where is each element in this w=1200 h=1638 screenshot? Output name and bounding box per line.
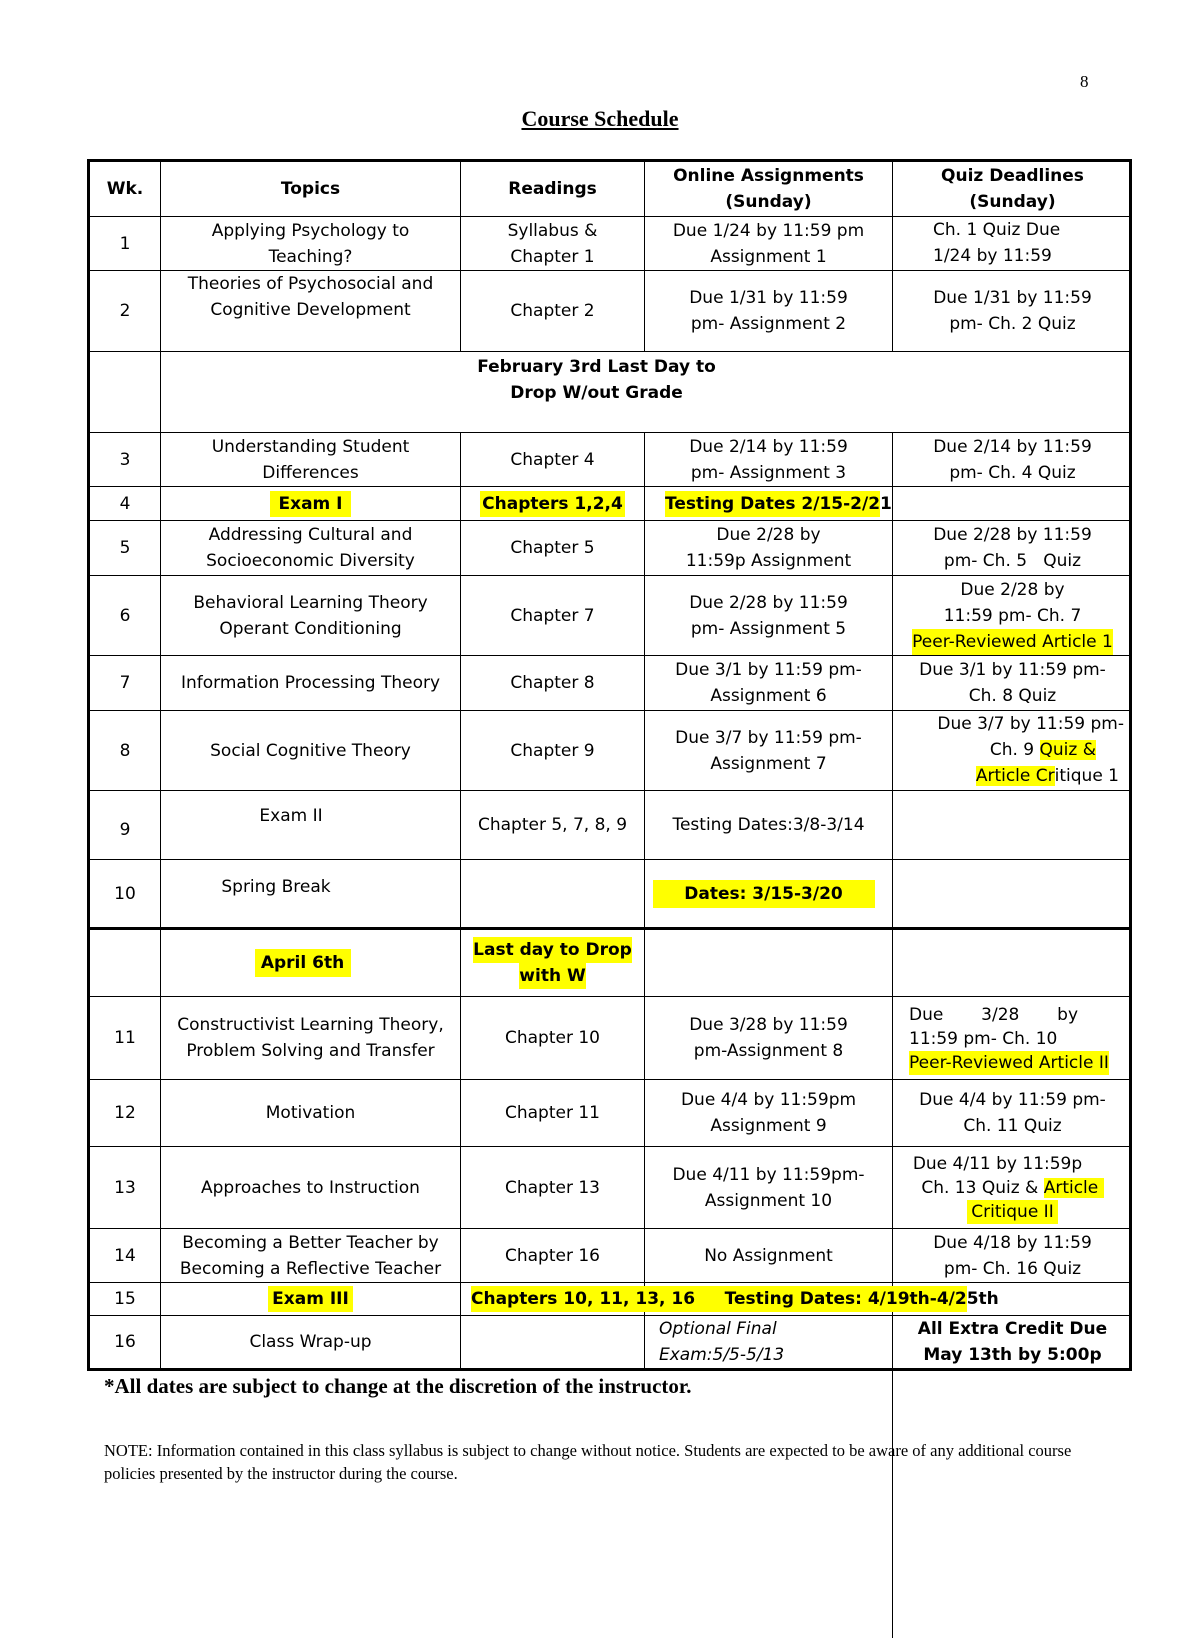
readings-cell (461, 487, 644, 520)
quiz-cell (893, 433, 1132, 486)
week-number: 1 (119, 233, 131, 254)
online-cell (645, 860, 892, 928)
testing-dates-highlight: Testing Dates 2/15-2/2 (665, 491, 880, 517)
online-line: Due 4/11 by 11:59pm- (672, 1164, 865, 1185)
quiz-cell (893, 1080, 1132, 1146)
article-critique-highlight: Article Cr (975, 766, 1055, 786)
topic-cell: Spring Break (221, 877, 331, 897)
topic-cell (161, 487, 460, 520)
online-cell (645, 1147, 892, 1228)
week-number: 2 (119, 301, 131, 321)
online-line: Assignment 6 (710, 686, 827, 706)
quiz-cell (893, 711, 1132, 790)
quiz-line: 11:59 pm- Ch. 10 (909, 1029, 1058, 1049)
online-cell (645, 656, 892, 710)
quiz-line: Ch. 1 Quiz Due (933, 220, 1061, 240)
quiz-cell (893, 1229, 1132, 1282)
topic-line: Constructivist Learning Theory, (177, 1015, 444, 1035)
quiz-cell (893, 217, 1132, 270)
online-line: Due 2/28 by (716, 525, 821, 545)
readings-cell: Chapter 5, 7, 8, 9 (477, 815, 628, 835)
topic-cell: Class Wrap-up (249, 1332, 372, 1352)
online-line: Due 3/7 by 11:59 pm- (675, 727, 862, 748)
quiz-line: Ch. 11 Quiz (963, 1116, 1062, 1136)
week-number: 4 (119, 493, 131, 514)
topic-line: Behavioral Learning Theory (193, 592, 428, 613)
readings-cell: Chapter 16 (504, 1245, 600, 1266)
quiz-line: Due 2/28 by (960, 579, 1065, 600)
online-line: Due 3/1 by 11:59 pm- (675, 660, 862, 680)
readings-cell: Chapter 2 (510, 301, 595, 321)
online-line: Assignment 9 (710, 1116, 827, 1136)
header-online-line1: Online Assignments (673, 166, 864, 186)
readings-cell: Chapter 4 (510, 449, 595, 470)
week-number: 16 (114, 1332, 136, 1352)
readings-cell: Chapter 5 (510, 538, 595, 558)
topic-cell (161, 576, 460, 655)
topic-line: Understanding Student (211, 436, 410, 457)
online-cell (645, 521, 892, 575)
topic-line: Socioeconomic Diversity (206, 551, 415, 571)
topic-line: Operant Conditioning (219, 618, 402, 639)
quiz-line: May 13th by 5:00p (923, 1345, 1102, 1365)
readings-cell: Chapter 11 (504, 1103, 600, 1123)
week-number: 8 (119, 740, 131, 761)
exam-iii-details (461, 1283, 1061, 1315)
topic-cell: Social Cognitive Theory (210, 740, 411, 761)
week-number: 11 (114, 1028, 136, 1048)
online-line: Assignment 1 (710, 246, 827, 267)
online-line: Due 1/31 by 11:59 (689, 288, 848, 308)
quiz-line (976, 763, 1124, 789)
online-line: Due 1/24 by 11:59 pm (672, 220, 865, 241)
quiz-cell (893, 656, 1132, 710)
readings-cell (461, 930, 644, 996)
exam-label: Exam III (268, 1286, 353, 1312)
week-number: 9 (119, 820, 131, 840)
online-cell (645, 711, 892, 790)
critique-highlight: Critique II (967, 1200, 1057, 1224)
online-line: pm-Assignment 8 (693, 1041, 844, 1061)
quiz-line: Due 2/14 by 11:59 (933, 436, 1092, 457)
drop-line: February 3rd Last Day to (477, 357, 716, 377)
quiz-cell (893, 997, 1132, 1079)
week-number: 10 (114, 884, 136, 904)
readings-cell: Chapter 7 (510, 605, 595, 626)
quiz-line: Due 4/4 by 11:59 pm- (919, 1090, 1106, 1110)
testing-dates-tail: 1 (880, 493, 892, 514)
quiz-cell (893, 521, 1132, 575)
topic-line: Teaching? (268, 246, 353, 267)
spring-break-dates-highlight: Dates: 3/15-3/20 (653, 880, 875, 908)
topic-line: Theories of Psychosocial and (187, 274, 434, 294)
topic-cell (161, 433, 460, 486)
readings-line: Syllabus & (507, 220, 598, 241)
quiz-cell (893, 1316, 1132, 1368)
peer-reviewed-article-highlight: Peer-Reviewed Article 1 (912, 629, 1113, 655)
quiz-line: Due 3/28 by (909, 1005, 1079, 1025)
topic-line: Cognitive Development (210, 300, 411, 320)
topic-cell: Information Processing Theory (180, 673, 441, 693)
quiz-cell (893, 271, 1132, 351)
quiz-text: Ch. 9 (989, 740, 1040, 760)
week-number: 14 (114, 1245, 136, 1266)
quiz-line: Due 4/18 by 11:59 (933, 1232, 1092, 1253)
readings-cell: Chapter 8 (510, 673, 595, 693)
week-number: 3 (119, 449, 131, 470)
online-line: Assignment 7 (710, 753, 827, 774)
last-day-highlight: Last day to Drop (473, 937, 632, 963)
online-line: Optional Final (659, 1319, 777, 1339)
page-title: Course Schedule (521, 106, 679, 131)
header-topics: Topics (280, 179, 341, 199)
quiz-line: Ch. 8 Quiz (968, 686, 1057, 706)
drop-line: Drop W/out Grade (510, 383, 683, 403)
quiz-text: Ch. 13 Quiz & (921, 1177, 1044, 1198)
disclaimer: *All dates are subject to change at the discretion of the instructor. (104, 1374, 692, 1398)
exam-iii-highlight: Chapters 10, 11, 13, 16 Testing Dates: 4/19th-4/2 (471, 1286, 967, 1312)
topic-cell (161, 1283, 460, 1315)
topic-line: Becoming a Reflective Teacher (179, 1258, 442, 1279)
header-week: Wk. (106, 179, 144, 199)
online-line: Exam:5/5-5/13 (659, 1345, 785, 1365)
quiz-line: Due 4/11 by 11:59p (912, 1153, 1083, 1174)
topic-cell (161, 271, 460, 351)
topic-cell (161, 521, 460, 575)
header-readings: Readings (508, 179, 597, 199)
header-online-line2: (Sunday) (725, 192, 812, 212)
online-line: pm- Assignment 3 (690, 462, 847, 483)
online-cell (645, 487, 945, 520)
topic-cell: Exam II (259, 806, 323, 826)
note-text: Information contained in this class syllabus is subject to change without notice. Students are expected to be aware of any additional course policies presented by the instructor during the course. (104, 1441, 1072, 1483)
week-number: 12 (114, 1103, 136, 1123)
readings-highlight: Chapters 1,2,4 (480, 491, 625, 517)
topic-cell: Motivation (265, 1103, 356, 1123)
topic-line: Problem Solving and Transfer (186, 1041, 435, 1061)
header-quiz-deadlines (893, 162, 1132, 216)
header-quiz-line2: (Sunday) (969, 192, 1056, 212)
drop-deadline-notice (161, 352, 1032, 432)
quiz-cell (893, 576, 1132, 655)
quiz-cell (893, 1147, 1132, 1228)
quiz-line: Due 2/28 by 11:59 (933, 525, 1092, 545)
exam-label: Exam I (270, 491, 350, 517)
week-number: 15 (114, 1289, 136, 1309)
readings-cell: Chapter 10 (504, 1028, 600, 1048)
week-number: 7 (119, 673, 131, 693)
note-prefix: NOTE: (104, 1441, 153, 1460)
readings-cell (461, 217, 644, 270)
readings-cell: Chapter 9 (510, 740, 595, 761)
schedule-table (87, 159, 1132, 1371)
quiz-line: 11:59 pm- Ch. 7 (943, 605, 1082, 626)
topic-line: Differences (262, 462, 359, 483)
article-highlight: Article (1043, 1177, 1104, 1198)
quiz-line: Due 1/31 by 11:59 (933, 288, 1092, 308)
quiz-line: 1/24 by 11:59 (933, 246, 1052, 266)
topic-line: Becoming a Better Teacher by (182, 1232, 439, 1253)
online-line: pm- Assignment 5 (690, 618, 847, 639)
quiz-line: Due 3/7 by 11:59 pm- (937, 714, 1124, 734)
topic-line: Applying Psychology to (211, 220, 410, 241)
header-quiz-line1: Quiz Deadlines (941, 166, 1084, 186)
online-cell (645, 576, 892, 655)
topic-line: Addressing Cultural and (208, 525, 413, 545)
quiz-line: pm- Ch. 4 Quiz (949, 462, 1076, 483)
online-line: pm- Assignment 2 (690, 314, 847, 334)
online-line: Assignment 10 (704, 1190, 833, 1211)
peer-reviewed-article-highlight: Peer-Reviewed Article II (909, 1053, 1109, 1073)
online-cell: No Assignment (704, 1245, 833, 1266)
topic-cell (161, 217, 460, 270)
week-number: 6 (119, 605, 131, 626)
last-day-highlight: with W (519, 963, 585, 989)
topic-cell (161, 930, 460, 996)
quiz-text: itique 1 (1054, 766, 1119, 786)
page-number: 8 (1080, 72, 1089, 91)
online-cell (645, 1080, 892, 1146)
online-cell (645, 271, 892, 351)
topic-cell (161, 1229, 460, 1282)
online-cell (645, 997, 892, 1079)
topic-cell (161, 997, 460, 1079)
exam-iii-tail: 5th (966, 1289, 999, 1309)
quiz-line: pm- Ch. 5 Quiz (943, 551, 1082, 571)
topic-cell: Approaches to Instruction (201, 1177, 420, 1198)
syllabus-note (104, 1439, 1104, 1485)
quiz-line: pm- Ch. 2 Quiz (949, 314, 1076, 334)
online-cell (645, 433, 892, 486)
quiz-line (921, 1176, 1103, 1200)
last-day-date-highlight: April 6th (255, 949, 351, 977)
online-cell: Testing Dates:3/8-3/14 (672, 815, 865, 835)
quiz-line: Due 3/1 by 11:59 pm- (919, 660, 1106, 680)
quiz-line: pm- Ch. 16 Quiz (943, 1258, 1082, 1279)
quiz-highlight: Quiz & (1039, 740, 1096, 760)
readings-line: Chapter 1 (510, 246, 595, 267)
quiz-line (990, 737, 1124, 763)
online-line: Due 4/4 by 11:59pm (680, 1090, 857, 1110)
week-number: 5 (119, 538, 131, 558)
online-line: Due 2/14 by 11:59 (689, 436, 848, 457)
online-line: 11:59p Assignment (685, 551, 852, 571)
online-cell (645, 217, 892, 270)
online-line: Due 3/28 by 11:59 (689, 1015, 848, 1035)
online-line: Due 2/28 by 11:59 (689, 592, 848, 613)
readings-cell: Chapter 13 (504, 1177, 600, 1198)
online-cell (645, 1316, 892, 1368)
header-online-assignments (645, 162, 892, 216)
week-number: 13 (114, 1177, 136, 1198)
quiz-line: All Extra Credit Due (917, 1319, 1108, 1339)
